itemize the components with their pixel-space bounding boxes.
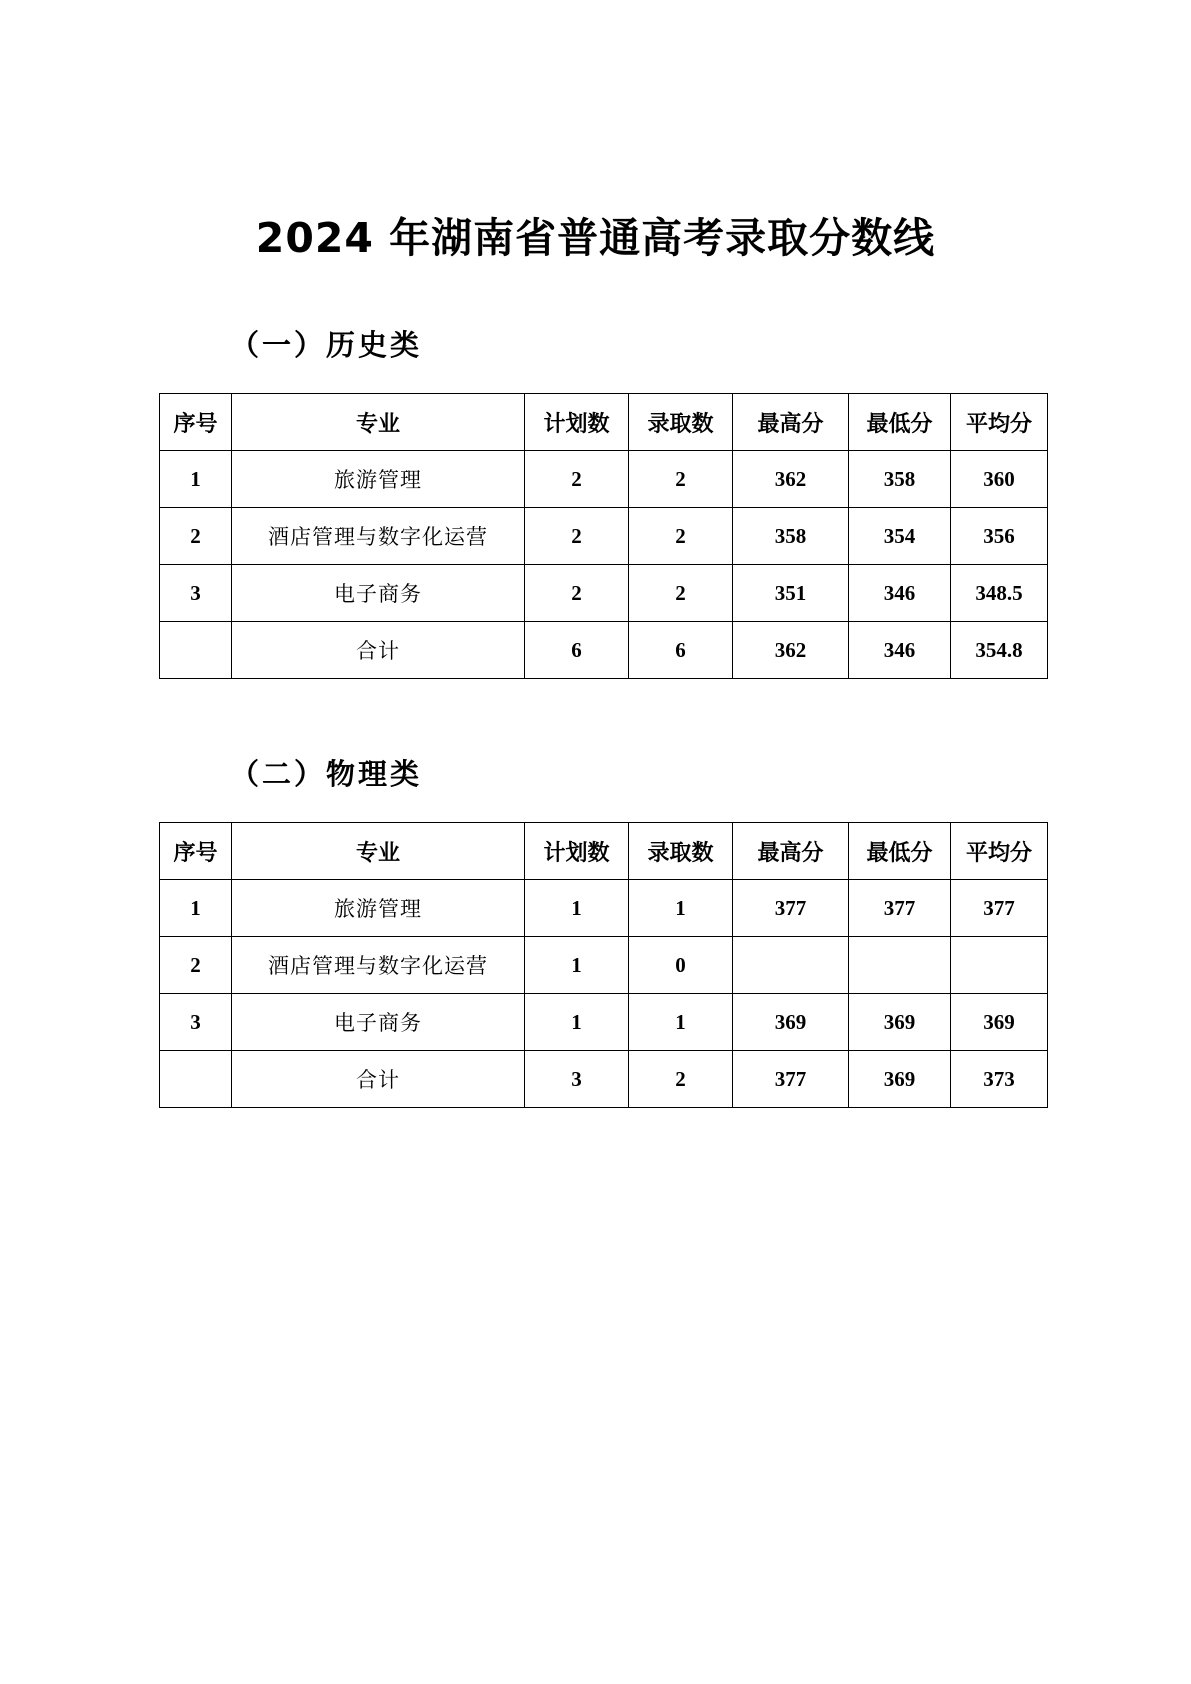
cell-max: 377 xyxy=(733,880,849,937)
cell-index xyxy=(160,622,232,679)
table-row xyxy=(160,937,1048,994)
cell-index: 1 xyxy=(160,880,232,937)
cell-major: 电子商务 xyxy=(232,994,525,1051)
history-score-table xyxy=(159,393,1048,679)
cell-major: 酒店管理与数字化运营 xyxy=(232,937,525,994)
cell-plan: 6 xyxy=(525,622,629,679)
cell-max xyxy=(733,937,849,994)
column-header-index: 序号 xyxy=(160,394,232,451)
cell-major: 电子商务 xyxy=(232,565,525,622)
column-header-max: 最高分 xyxy=(733,394,849,451)
cell-min xyxy=(849,937,951,994)
column-header-plan: 计划数 xyxy=(525,823,629,880)
cell-min: 369 xyxy=(849,994,951,1051)
section-heading-physics: （二）物理类 xyxy=(230,757,423,791)
cell-min: 358 xyxy=(849,451,951,508)
table-row xyxy=(160,880,1048,937)
column-header-min: 最低分 xyxy=(849,394,951,451)
cell-max: 358 xyxy=(733,508,849,565)
cell-max: 351 xyxy=(733,565,849,622)
column-header-major: 专业 xyxy=(232,823,525,880)
cell-admitted: 1 xyxy=(629,880,733,937)
column-header-admitted: 录取数 xyxy=(629,394,733,451)
cell-avg: 356 xyxy=(951,508,1048,565)
column-header-avg: 平均分 xyxy=(951,823,1048,880)
cell-plan: 2 xyxy=(525,451,629,508)
column-header-index: 序号 xyxy=(160,823,232,880)
table-total-row xyxy=(160,1051,1048,1108)
cell-avg: 354.8 xyxy=(951,622,1048,679)
cell-plan: 3 xyxy=(525,1051,629,1108)
cell-major: 旅游管理 xyxy=(232,451,525,508)
column-header-admitted: 录取数 xyxy=(629,823,733,880)
column-header-plan: 计划数 xyxy=(525,394,629,451)
cell-major: 合计 xyxy=(232,622,525,679)
cell-index: 1 xyxy=(160,451,232,508)
cell-plan: 1 xyxy=(525,994,629,1051)
cell-avg xyxy=(951,937,1048,994)
cell-index: 3 xyxy=(160,994,232,1051)
cell-index: 3 xyxy=(160,565,232,622)
cell-max: 362 xyxy=(733,622,849,679)
cell-plan: 2 xyxy=(525,565,629,622)
cell-min: 369 xyxy=(849,1051,951,1108)
cell-major: 旅游管理 xyxy=(232,880,525,937)
column-header-major: 专业 xyxy=(232,394,525,451)
cell-max: 377 xyxy=(733,1051,849,1108)
physics-score-table xyxy=(159,822,1048,1108)
table-row xyxy=(160,565,1048,622)
cell-admitted: 2 xyxy=(629,451,733,508)
cell-plan: 2 xyxy=(525,508,629,565)
cell-avg: 369 xyxy=(951,994,1048,1051)
cell-plan: 1 xyxy=(525,937,629,994)
cell-min: 377 xyxy=(849,880,951,937)
cell-admitted: 0 xyxy=(629,937,733,994)
cell-admitted: 1 xyxy=(629,994,733,1051)
cell-index: 2 xyxy=(160,508,232,565)
cell-admitted: 2 xyxy=(629,1051,733,1108)
column-header-max: 最高分 xyxy=(733,823,849,880)
cell-min: 354 xyxy=(849,508,951,565)
cell-max: 369 xyxy=(733,994,849,1051)
cell-avg: 377 xyxy=(951,880,1048,937)
column-header-avg: 平均分 xyxy=(951,394,1048,451)
section-heading-history: （一）历史类 xyxy=(230,328,423,362)
cell-admitted: 2 xyxy=(629,508,733,565)
cell-avg: 360 xyxy=(951,451,1048,508)
cell-admitted: 2 xyxy=(629,565,733,622)
cell-plan: 1 xyxy=(525,880,629,937)
cell-min: 346 xyxy=(849,622,951,679)
table-row xyxy=(160,994,1048,1051)
page-title: 2024 年湖南省普通高考录取分数线 xyxy=(255,214,936,262)
table-total-row xyxy=(160,622,1048,679)
cell-max: 362 xyxy=(733,451,849,508)
table-row xyxy=(160,508,1048,565)
cell-index: 2 xyxy=(160,937,232,994)
cell-major: 合计 xyxy=(232,1051,525,1108)
table-header-row xyxy=(160,394,1048,451)
cell-avg: 373 xyxy=(951,1051,1048,1108)
table-header-row xyxy=(160,823,1048,880)
cell-avg: 348.5 xyxy=(951,565,1048,622)
cell-admitted: 6 xyxy=(629,622,733,679)
cell-index xyxy=(160,1051,232,1108)
column-header-min: 最低分 xyxy=(849,823,951,880)
cell-min: 346 xyxy=(849,565,951,622)
table-row xyxy=(160,451,1048,508)
cell-major: 酒店管理与数字化运营 xyxy=(232,508,525,565)
